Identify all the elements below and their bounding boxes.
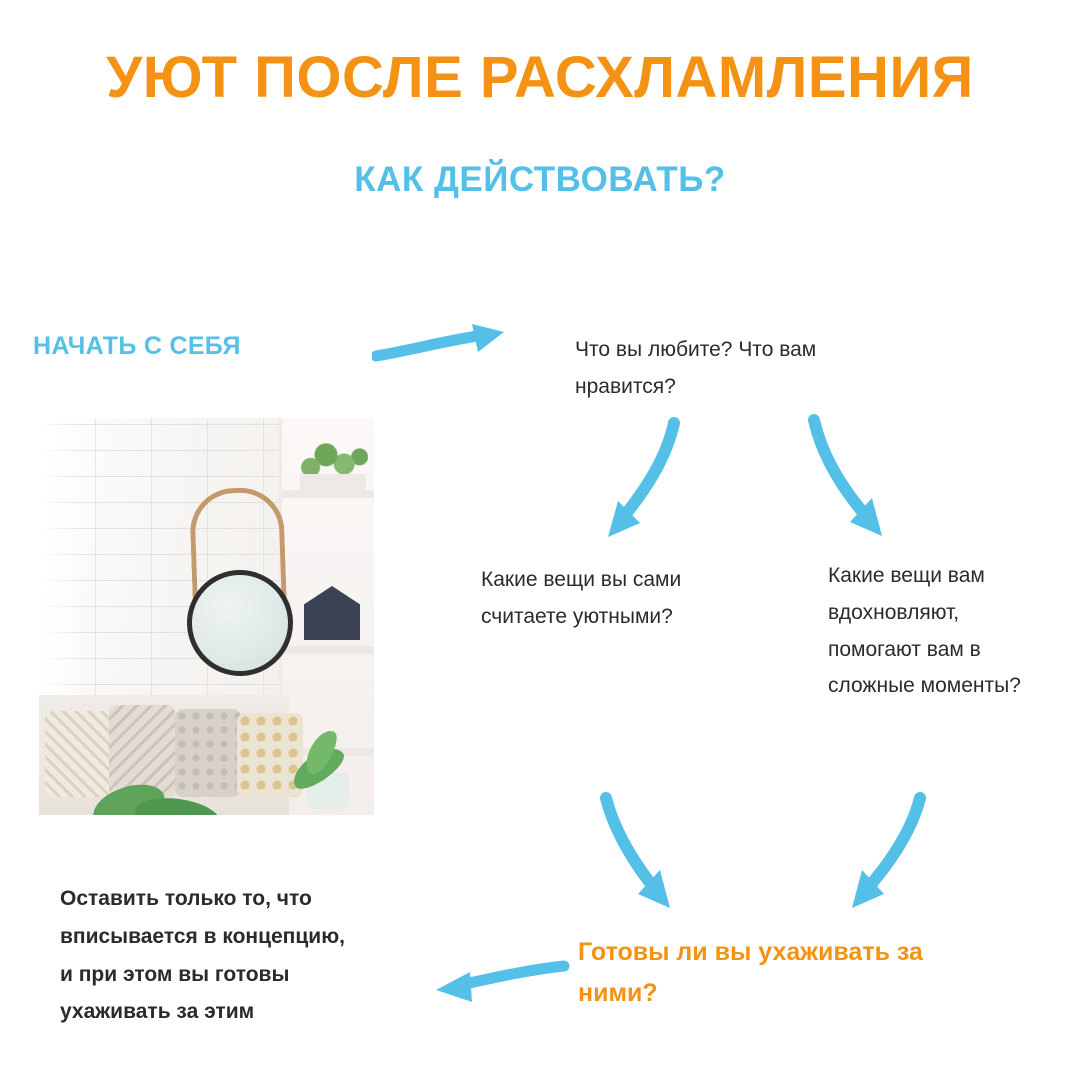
photo-plant-pot: [300, 474, 366, 490]
photo-shelf-board-mid: [282, 646, 374, 654]
conclusion-text: Оставить только то, что вписывается в концепцию, и при этом вы готовы ухаживать за этим: [60, 887, 345, 1024]
photo-pillow: [175, 709, 241, 797]
section-label-start: НАЧАТЬ С СЕБЯ: [33, 332, 241, 360]
photo-pillow: [237, 713, 303, 797]
arrow-left-to-final: [592, 790, 702, 920]
question-final: Готовы ли вы ухаживать за ними?: [578, 938, 923, 1008]
question-root: Что вы любите? Что вам нравится?: [575, 338, 817, 398]
page-title: УЮТ ПОСЛЕ РАСХЛАМЛЕНИЯ: [106, 45, 974, 110]
page-subtitle: КАК ДЕЙСТВОВАТЬ?: [354, 160, 726, 199]
photo-pillow: [45, 711, 111, 797]
photo-shelf-board-top: [282, 490, 374, 498]
question-left: Какие вещи вы сами считаете уютными?: [481, 568, 682, 628]
arrow-right-to-final: [828, 790, 938, 920]
room-photo: [39, 418, 374, 815]
arrow-branch-left: [592, 415, 702, 555]
arrow-branch-right: [800, 412, 910, 552]
photo-pillow: [109, 705, 175, 797]
question-right: Какие вещи вам вдохновляют, помогают вам в сложные моменты?: [828, 564, 1021, 698]
arrow-right-to-root: [372, 318, 512, 378]
arrow-to-conclusion: [412, 940, 572, 1010]
